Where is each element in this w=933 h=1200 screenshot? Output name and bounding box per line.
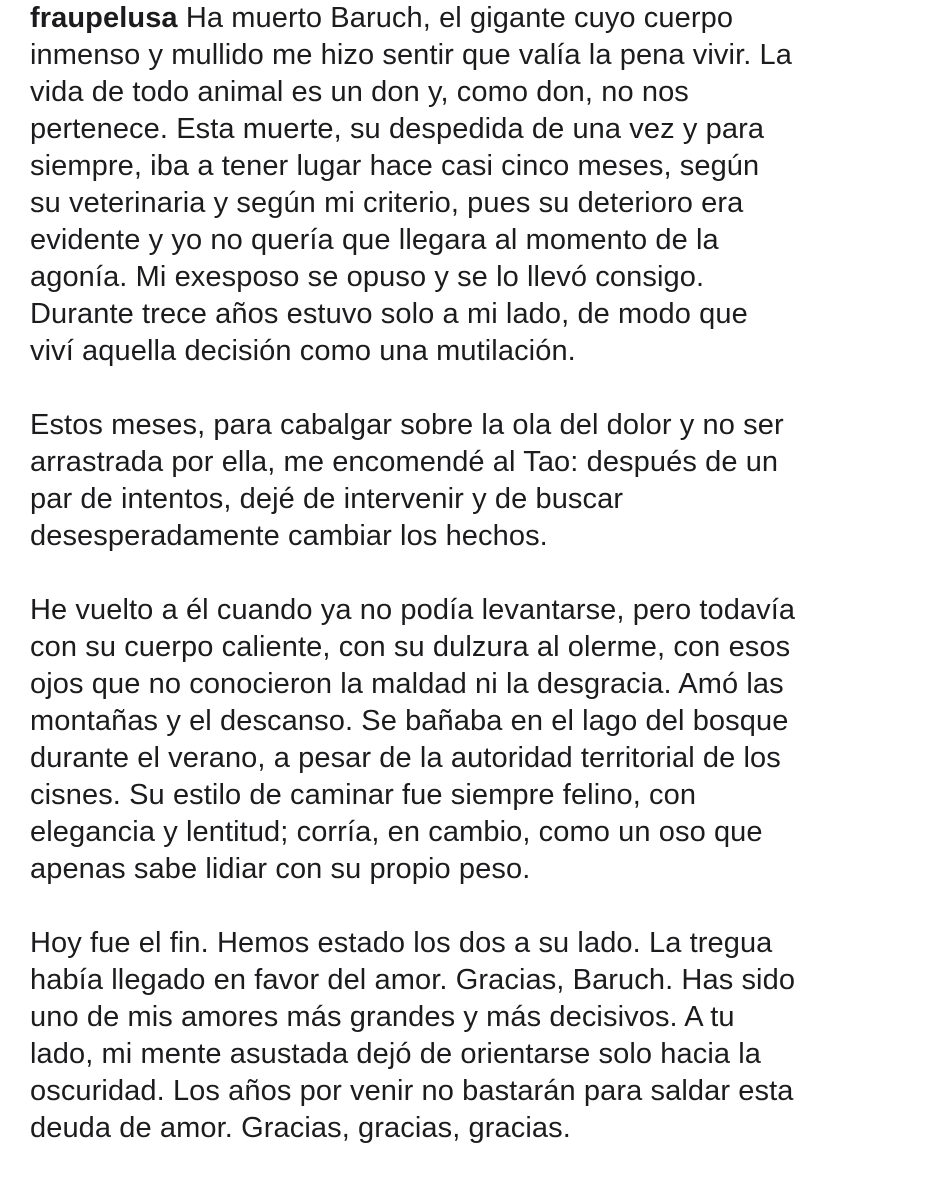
- post-caption: [30, 0, 920, 1147]
- caption-line: Estos meses, para cabalgar sobre la ola del dolor y no ser: [30, 409, 784, 441]
- caption-line: había llegado en favor del amor. Gracias, Baruch. Has sido: [30, 964, 796, 996]
- caption-line: lado, mi mente asustada dejó de orientarse solo hacia la: [30, 1038, 762, 1070]
- caption-paragraph: [30, 592, 920, 888]
- caption-line: elegancia y lentitud; corría, en cambio, como un oso que: [30, 816, 763, 848]
- caption-paragraph: [30, 407, 920, 555]
- caption-line: vida de todo animal es un don y, como don, no nos: [30, 76, 689, 108]
- caption-paragraph: [30, 0, 920, 370]
- caption-line: montañas y el descanso. Se bañaba en el lago del bosque: [30, 705, 789, 737]
- caption-line: Hoy fue el fin. Hemos estado los dos a su lado. La tregua: [30, 927, 773, 959]
- caption-line: arrastrada por ella, me encomendé al Tao: después de un: [30, 446, 779, 478]
- caption-line: He vuelto a él cuando ya no podía levantarse, pero todavía: [30, 594, 796, 626]
- caption-line: par de intentos, dejé de intervenir y de buscar: [30, 483, 624, 515]
- caption-line: cisnes. Su estilo de caminar fue siempre felino, con: [30, 779, 697, 811]
- caption-line: pertenece. Esta muerte, su despedida de una vez y para: [30, 113, 765, 145]
- caption-line: uno de mis amores más grandes y más decisivos. A tu: [30, 1001, 735, 1033]
- caption-line: deuda de amor. Gracias, gracias, gracias.: [30, 1112, 571, 1144]
- caption-line: ojos que no conocieron la maldad ni la desgracia. Amó las: [30, 668, 784, 700]
- caption-line: siempre, iba a tener lugar hace casi cinco meses, según: [30, 150, 760, 182]
- caption-line: agonía. Mi exesposo se opuso y se lo llevó consigo.: [30, 261, 705, 293]
- caption-line: apenas sabe lidiar con su propio peso.: [30, 853, 531, 885]
- caption-line: Durante trece años estuvo solo a mi lado, de modo que: [30, 298, 748, 330]
- caption-line: inmenso y mullido me hizo sentir que valía la pena vivir. La: [30, 39, 792, 71]
- caption-line: durante el verano, a pesar de la autoridad territorial de los: [30, 742, 781, 774]
- caption-text: Ha muerto Baruch, el gigante cuyo cuerpo: [177, 2, 734, 34]
- caption-line: [30, 0, 920, 37]
- caption-line: oscuridad. Los años por venir no bastarán para saldar esta: [30, 1075, 794, 1107]
- caption-line: evidente y yo no quería que llegara al momento de la: [30, 224, 719, 256]
- caption-line: viví aquella decisión como una mutilación.: [30, 335, 576, 367]
- caption-line: desesperadamente cambiar los hechos.: [30, 520, 548, 552]
- caption-line: con su cuerpo caliente, con su dulzura al olerme, con esos: [30, 631, 791, 663]
- caption-paragraph: [30, 925, 920, 1147]
- username-link[interactable]: fraupelusa: [30, 2, 178, 34]
- caption-line: su veterinaria y según mi criterio, pues su deterioro era: [30, 187, 744, 219]
